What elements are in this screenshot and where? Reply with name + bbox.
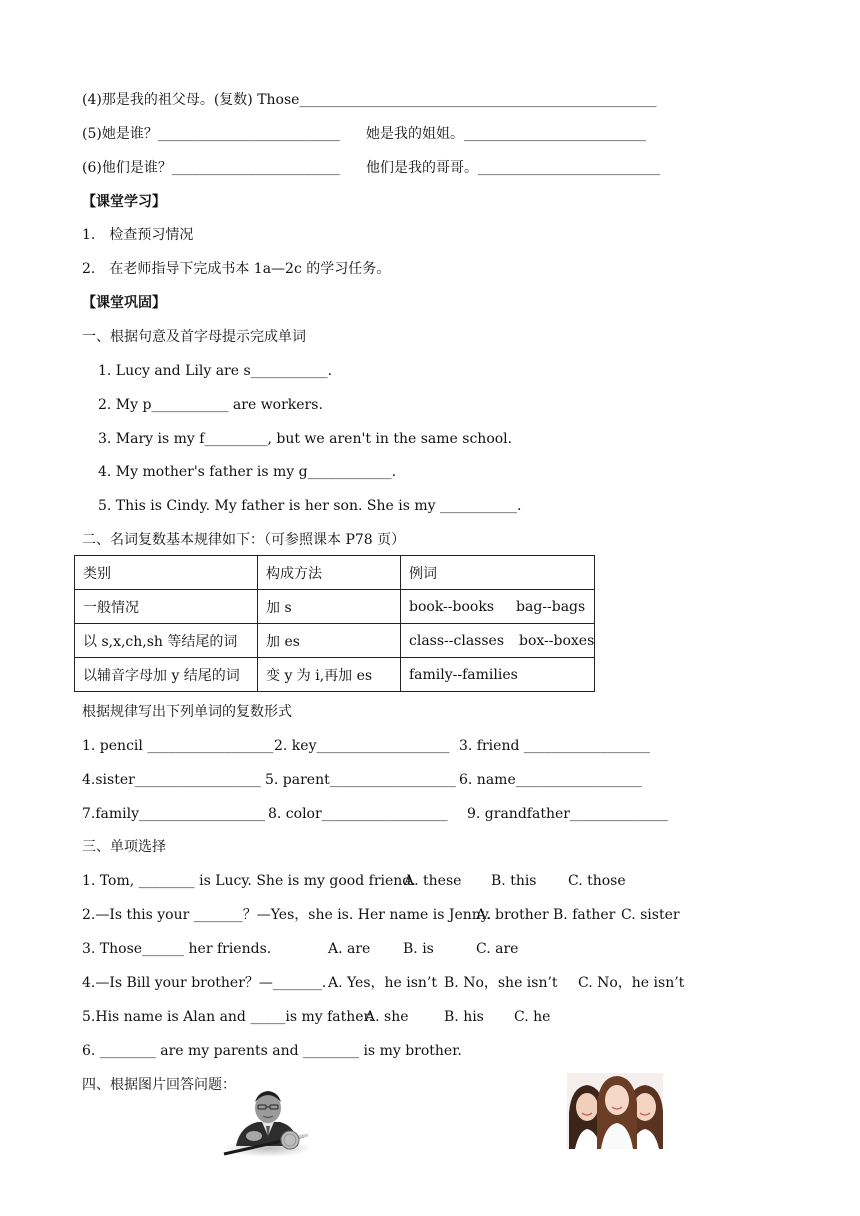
- mc-question-1: 1. Tom, ________ is Lucy. She is my good friend.: [82, 873, 416, 889]
- table-header-row: [75, 556, 595, 590]
- plural-item-4: 4.sister__________________: [82, 772, 261, 788]
- table-header-method: 构成方法: [258, 556, 401, 590]
- plural-item-2: 2. key___________________: [274, 738, 450, 754]
- heading-consolidation: 【课堂巩固】: [82, 295, 166, 311]
- example-word-1: family--families: [409, 666, 518, 683]
- part1-title: 一、根据句意及首字母提示完成单词: [82, 329, 306, 345]
- table-cell-method: 变 y 为 i,再加 es: [258, 658, 401, 692]
- example-word-2: box--boxes: [519, 632, 595, 649]
- example-word-1: book--books: [409, 598, 495, 615]
- learning-item-2: 2. 在老师指导下完成书本 1a—2c 的学习任务。: [82, 261, 391, 277]
- mc-option: B. No，she isn’t: [444, 975, 558, 991]
- mc-option: C. No，he isn’t: [578, 975, 685, 991]
- plural-rules-table: [74, 555, 595, 692]
- mc-question-2: 2.—Is this your _______？—Yes，she is. Her name is Jenny.: [82, 907, 492, 923]
- mc-option: B. is: [403, 941, 434, 957]
- table-cell-method: 加 es: [258, 624, 401, 658]
- mc-option: C. are: [476, 941, 519, 957]
- mc-option: B. his: [444, 1009, 484, 1025]
- part1-item-4: 4. My mother's father is my g____________.: [98, 464, 397, 480]
- preview-item-5-question: (5)她是谁？__________________________: [82, 126, 340, 142]
- mc-option: B. father: [553, 907, 616, 923]
- table-header-example: 例词: [401, 556, 595, 590]
- mc-question-4: 4.—Is Bill your brother？—_______.: [82, 975, 327, 991]
- mc-option: A. these: [404, 873, 462, 889]
- preview-item-5-answer: 她是我的姐姐。__________________________: [366, 126, 646, 142]
- plural-item-5: 5. parent__________________: [265, 772, 456, 788]
- heading-classroom-learning: 【课堂学习】: [82, 194, 166, 210]
- preview-item-5: [82, 125, 340, 143]
- table-cell-example: [401, 658, 595, 692]
- mc-option: A. brother: [476, 907, 549, 923]
- mc-question-5: 5.His name is Alan and _____is my father.: [82, 1009, 374, 1025]
- mc-option: C. sister: [621, 907, 680, 923]
- part3-title: 三、单项选择: [82, 839, 166, 855]
- part2-instruction: 根据规律写出下列单词的复数形式: [82, 704, 292, 720]
- table-cell-category: 以辅音字母加 y 结尾的词: [75, 658, 258, 692]
- table-cell-example: [401, 624, 595, 658]
- mc-option: C. those: [568, 873, 626, 889]
- plural-item-8: 8. color__________________: [268, 806, 448, 822]
- plural-item-9: 9. grandfather______________: [467, 806, 668, 822]
- example-word-2: bag--bags: [516, 598, 586, 615]
- table-row: [75, 658, 595, 692]
- mc-question-3: 3. Those______ her friends.: [82, 941, 272, 957]
- table-header-category: 类别: [75, 556, 258, 590]
- mc-option: A. Yes，he isn’t: [328, 975, 438, 991]
- preview-item-6: (6)他们是谁？________________________: [82, 160, 340, 176]
- example-word-1: class--classes: [409, 632, 504, 649]
- table-row: [75, 624, 595, 658]
- mc-option: A. she: [365, 1009, 409, 1025]
- table-cell-category: 一般情况: [75, 590, 258, 624]
- mc-option: C. he: [514, 1009, 551, 1025]
- part2-title: 二、名词复数基本规律如下：（可参照课本 P78 页）: [82, 532, 406, 548]
- part1-item-5: 5. This is Cindy. My father is her son. She is my ___________.: [98, 498, 522, 514]
- mc-option: A. are: [328, 941, 371, 957]
- sisters-photo: [567, 1073, 663, 1149]
- plural-item-1: 1. pencil __________________: [82, 738, 274, 754]
- plural-item-6: 6. name__________________: [459, 772, 642, 788]
- grandfather-photo: [218, 1086, 314, 1158]
- preview-item-6-answer: 他们是我的哥哥。__________________________: [366, 160, 660, 176]
- preview-item-4: (4)那是我的祖父母。(复数) Those___________________________________________________: [82, 92, 657, 108]
- part1-item-3: 3. Mary is my f_________, but we aren't in the same school.: [98, 431, 513, 447]
- mc-question-6: 6. ________ are my parents and ________ is my brother.: [82, 1043, 462, 1059]
- table-row: [75, 590, 595, 624]
- mc-option: B. this: [491, 873, 537, 889]
- plural-item-3: 3. friend __________________: [459, 738, 650, 754]
- plural-item-7: 7.family__________________: [82, 806, 266, 822]
- table-cell-category: 以 s,x,ch,sh 等结尾的词: [75, 624, 258, 658]
- part4-title: 四、根据图片回答问题：: [82, 1077, 236, 1093]
- part1-item-1: 1. Lucy and Lily are s___________.: [98, 363, 333, 379]
- part1-item-2: 2. My p___________ are workers.: [98, 397, 323, 413]
- table-cell-example: [401, 590, 595, 624]
- table-cell-method: 加 s: [258, 590, 401, 624]
- learning-item-1: 1. 检查预习情况: [82, 227, 194, 243]
